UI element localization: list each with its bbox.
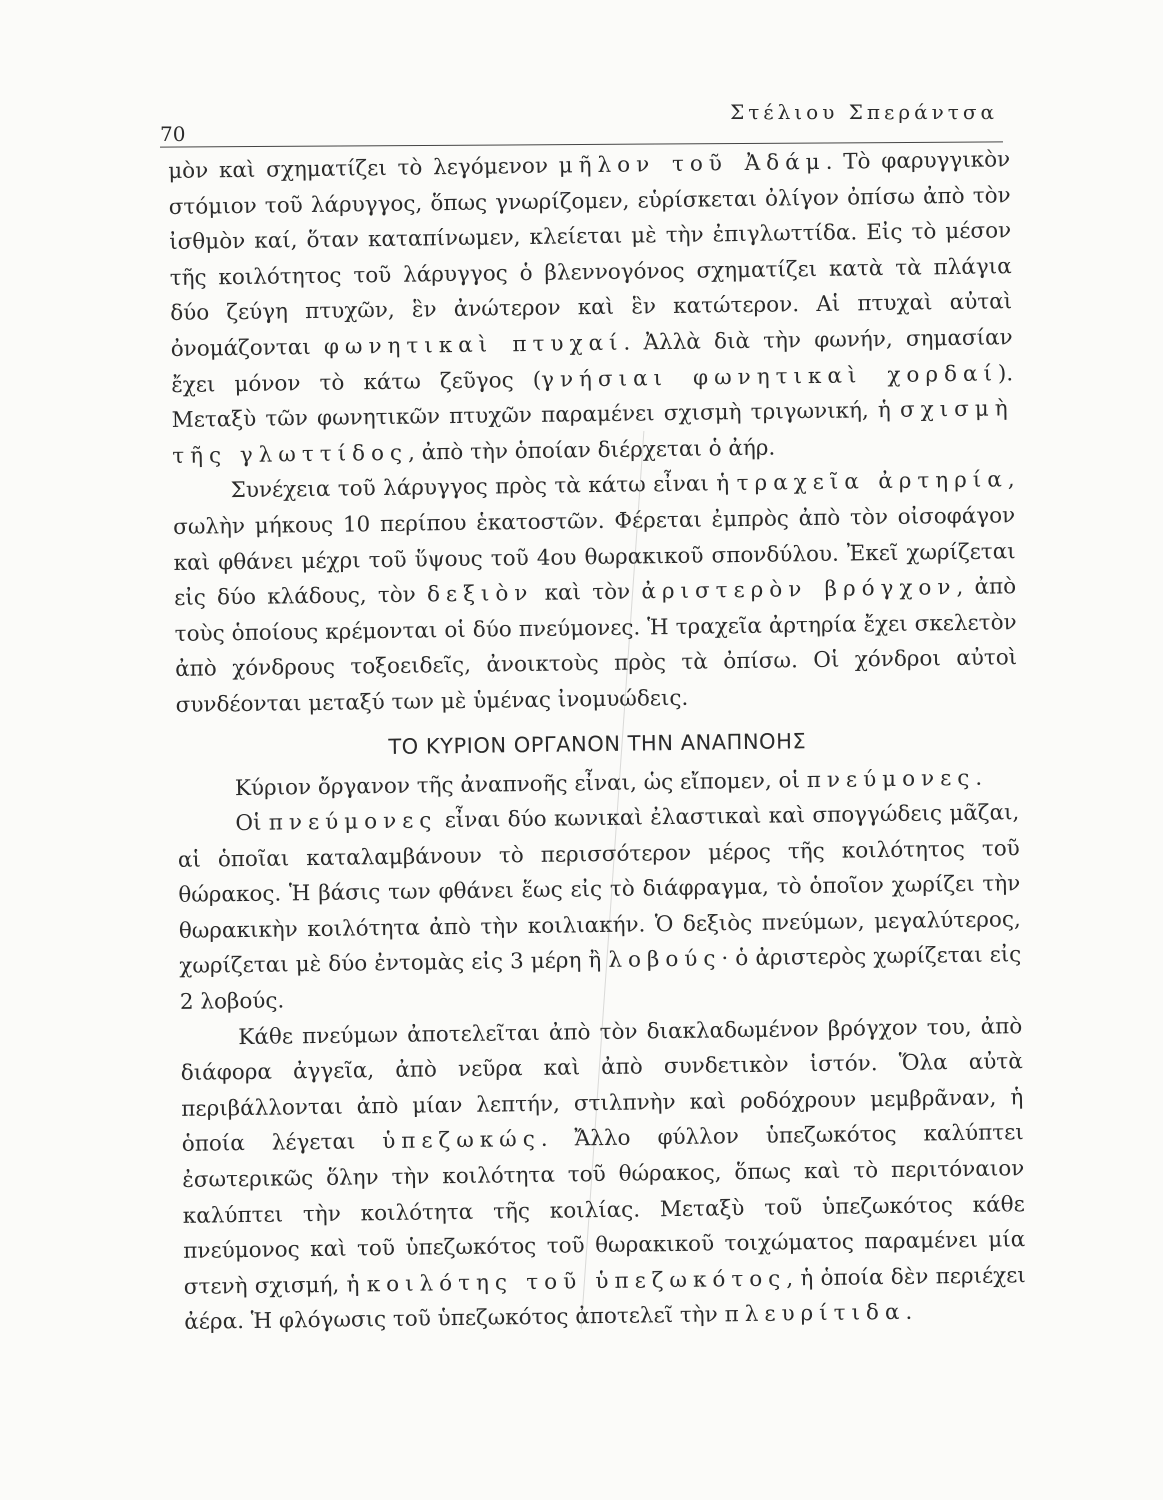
spaced-term: ἀριστερὸν βρόγχον	[641, 575, 957, 605]
section-heading: ΤΟ ΚΥΡΙΟΝ ΟΡΓΑΝΟΝ ΤΗΝ ΑΝΑΠΝΟΗΣ	[388, 728, 807, 759]
running-head: Στέλιου Σπεράντσα	[730, 100, 998, 124]
spaced-term: τραχεῖα ἀρτηρία	[736, 467, 1008, 497]
text-run: Οἱ	[235, 810, 269, 837]
spaced-term: πνεύμονες	[806, 765, 976, 793]
spaced-term: μῆλον τοῦ Ἀδάμ	[558, 149, 826, 179]
text-run: , σωλὴν μήκους 10 περίπου ἑκατοστῶν. Φέρεται ἐμπρὸς ἀπὸ τὸν οἰσοφάγον καὶ φθάνει μέχρι τοῦ ὕψους τοῦ 4ου θωρακικοῦ σπονδύλου. Ἐκεῖ χωρίζεται εἰς δύο κλάδους, τὸν	[173, 467, 1016, 612]
paragraph	[180, 1009, 1026, 1341]
text-run: ). Μεταξὺ τῶν φωνητικῶν πτυχῶν παραμένει σχισμὴ τριγωνική, ἡ	[171, 360, 1014, 434]
text-run: .	[905, 1300, 913, 1326]
spaced-term: ὑπεζωκώς	[382, 1127, 541, 1155]
text-run: εἶναι δύο κωνικαὶ ἐλαστικαὶ καὶ σπογγώδεις μᾶζαι, αἱ ὁποῖαι καταλαμβάνουν τὸ περισσότερον μέρος τῆς κοιλότητος τοῦ θώρακος. Ἡ βάσις των φθάνει ἕως εἰς τὸ διάφραγμα, τὸ ὁποῖον χωρίζει τὴν θωρακικὴν κοιλότητα ἀπὸ τὴν κοιλιακήν. Ὁ δεξιὸς πνεύμων, μεγαλύτερος, χωρίζεται μὲ δύο ἐντομὰς εἰς 3 μέρη ἢ	[177, 800, 1021, 980]
spaced-term: σχισμὴ τῆς γλωττίδος	[172, 396, 1014, 469]
paragraph	[177, 795, 1022, 1020]
page-number: 70	[160, 122, 186, 146]
text-run: Κάθε πνεύμων ἀποτελεῖται ἀπὸ τὸν διακλαδωμένον βρόγχον του, ἀπὸ διάφορα ἀγγεῖα, ἀπὸ νεῦρα καὶ ἀπὸ συνδετικὸν ἱστόν. Ὅλα αὐτὰ περιβάλλονται ἀπὸ μίαν λεπτήν, στιλπνὴν καὶ ροδόχρουν μεμβρᾶναν, ἡ ὁποία λέγεται	[180, 1013, 1024, 1158]
spaced-term: κοιλότης τοῦ ὑπεζωκότος	[366, 1266, 787, 1298]
text-run: · ὁ ἀριστερὸς χωρίζεται εἰς 2 λοβούς.	[179, 942, 1022, 1015]
paragraph	[168, 142, 1014, 474]
text-run: , ἀπὸ τοὺς ὁποίους κρέμονται οἱ δύο πνεύμονες. Ἡ τραχεῖα ἀρτηρία ἔχει σκελετὸν ἀπὸ χόνδρους τοξοειδεῖς, ἀνοικτοὺς πρὸς τὰ ὀπίσω. Οἱ χόνδροι αὐτοὶ συνδέονται μεταξύ των μὲ ὑμένας ἰνομυώδεις.	[174, 574, 1018, 718]
spaced-term: πνεύμονες	[268, 808, 438, 836]
text-run: , ἡ ὁποία δὲν περιέχει ἀέρα. Ἡ φλόγωσις τοῦ ὑπεζωκότος ἀποτελεῖ τὴν	[184, 1262, 1026, 1336]
text-run: . Ἄλλο φύλλον ὑπεζωκότος καλύπτει ἐσωτερικῶς ὅλην τὴν κοιλότητα τοῦ θώρακος, ὅπως καὶ τὸ περιτόναιον καλύπτει τὴν κοιλότητα τῆς κοιλίας. Μεταξὺ τοῦ ὑπεζωκότος κάθε πνεύμονος καὶ τοῦ ὑπεζωκότος τοῦ θωρακικοῦ τοιχώματος παραμένει μία στενὴ σχισμή, ἡ	[182, 1120, 1026, 1300]
text-run: , ἀπὸ τὴν ὁποίαν διέρχεται ὁ ἀήρ.	[407, 435, 776, 466]
text-run: .	[975, 765, 983, 791]
text-run: . Ἀλλὰ διὰ τὴν φωνήν, σημασίαν ἔχει μόνον τὸ κάτω ζεῦγος (	[171, 325, 1013, 398]
text-run: Συνέχεια τοῦ λάρυγγος πρὸς τὰ κάτω εἶναι ἡ	[230, 471, 737, 504]
text-run: Κύριον ὄργανον τῆς ἀναπνοῆς εἶναι, ὡς εἴπομεν, οἱ	[234, 767, 807, 801]
spaced-term: φωνητικαὶ πτυχαί	[323, 330, 624, 360]
spaced-term: λοβούς	[608, 946, 722, 974]
body-text	[168, 142, 1026, 1341]
text-run: καὶ τὸν	[533, 579, 642, 607]
spaced-term: δεξιὸν	[426, 581, 534, 608]
text-run: μὸν καὶ σχηματίζει τὸ λεγόμενον	[168, 153, 559, 184]
spaced-term: γνήσιαι φωνητικαὶ χορδαί	[540, 360, 999, 393]
paragraph	[172, 463, 1017, 724]
spaced-term: πλευρίτιδα	[724, 1300, 906, 1328]
text-run: . Τὸ φαρυγγικὸν στόμιον τοῦ λάρυγγος, ὅπως γνωρίζομεν, εὑρίσκεται ὀλίγον ὀπίσω ἀπὸ τὸν ἰσθμὸν καί, ὅταν καταπίνωμεν, κλείεται μὲ τὴν ἐπιγλωττίδα. Εἰς τὸ μέσον τῆς κοιλότητος τοῦ λάρυγγος ὁ βλεννογόνος σχηματίζει κατὰ τὰ πλάγια δύο ζεύγη πτυχῶν, ἓν ἀνώτερον καὶ ἓν κατώτερον. Αἱ πτυχαὶ αὐταὶ ὀνομάζονται	[168, 147, 1013, 362]
